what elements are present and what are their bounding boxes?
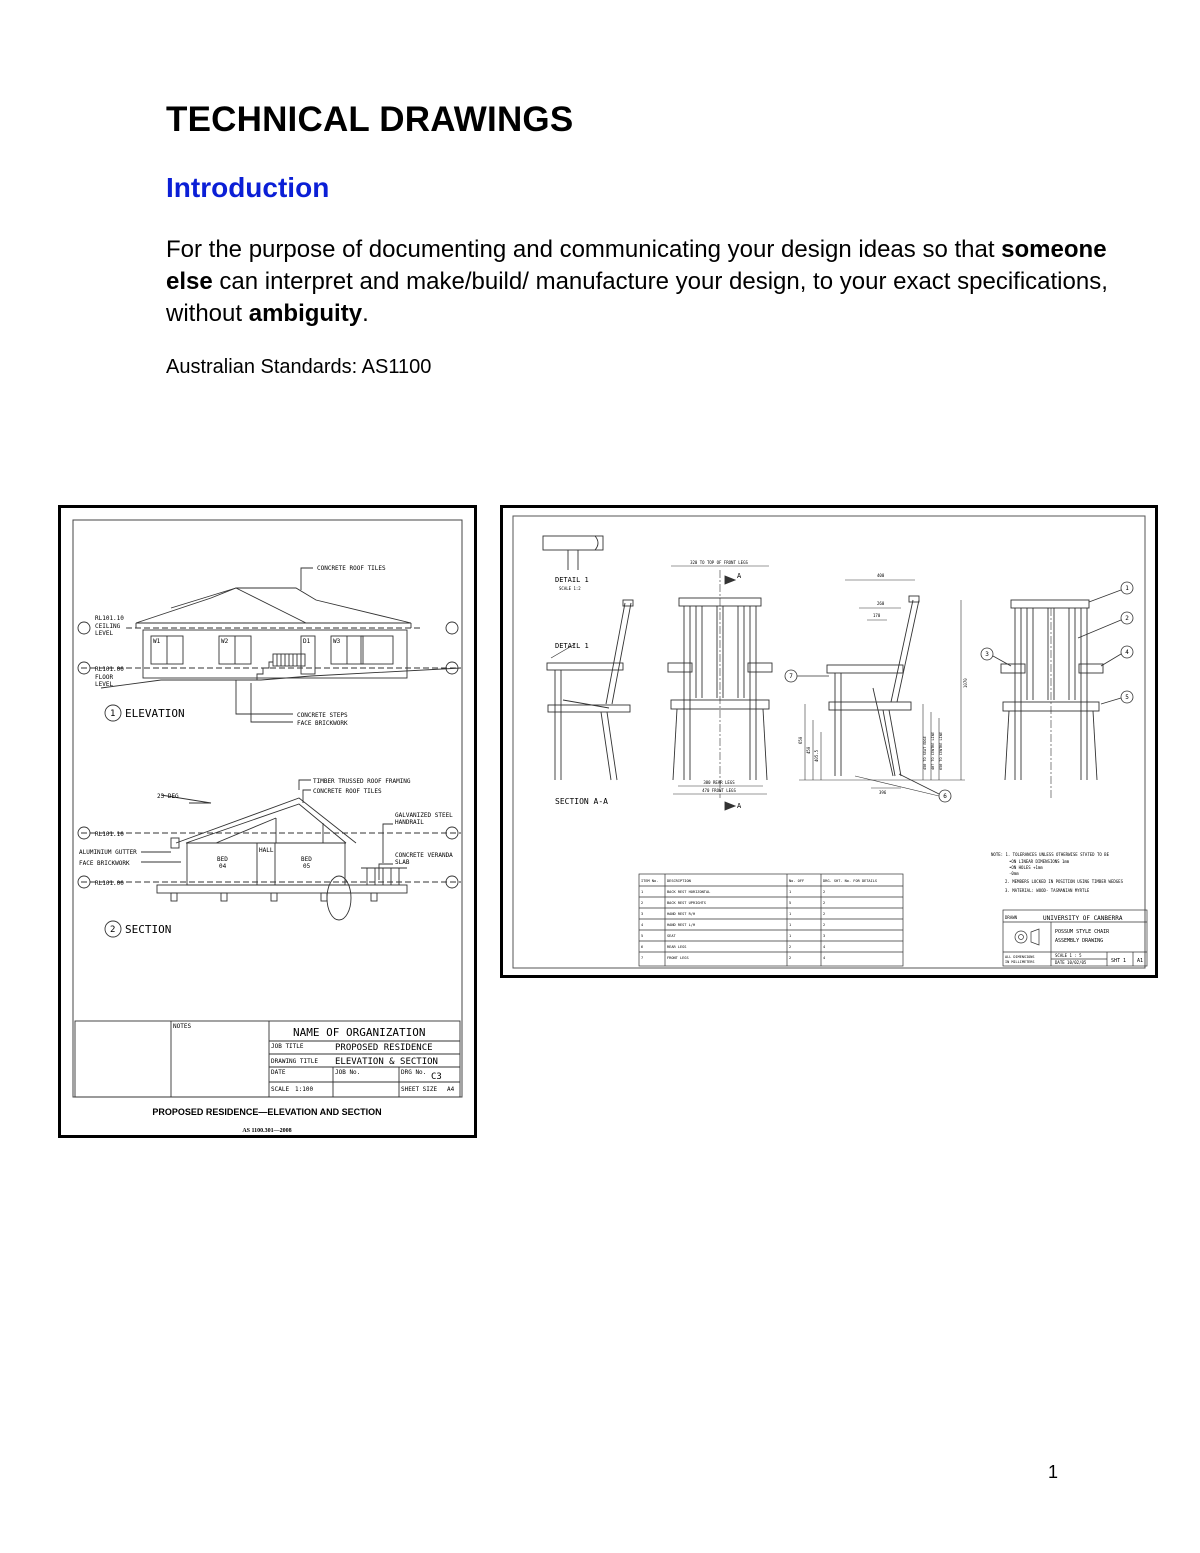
dim-front-legs: 470 FRONT LEGS xyxy=(702,788,736,793)
label-w1: W1 xyxy=(153,638,161,645)
parts-table-cell: HAND REST R/H xyxy=(667,912,696,916)
residence-drawing xyxy=(61,508,474,1135)
notes-label: NOTES xyxy=(173,1023,192,1030)
section-mark-a-bottom: A xyxy=(737,802,742,810)
balloon-3: 3 xyxy=(985,651,989,658)
label-concrete-veranda-1: CONCRETE VERANDA xyxy=(395,852,453,859)
note-3: 3. MATERIAL: WOOD- TASMANIAN MYRTLE xyxy=(1005,888,1090,893)
balloon-4: 4 xyxy=(1125,649,1129,656)
label-bed-2-no: 05 xyxy=(303,863,311,870)
label-bed-1-no: 04 xyxy=(219,863,227,870)
tb-date: DATE 10/02/05 xyxy=(1055,960,1087,965)
intro-text-1: For the purpose of documenting and communicating your design ideas so that xyxy=(166,236,1002,263)
back-view xyxy=(1001,600,1103,798)
parts-table-cell: 2 xyxy=(823,901,826,905)
label-timber-trussed: TIMBER TRUSSED ROOF FRAMING xyxy=(313,778,411,785)
job-no-label: JOB No. xyxy=(335,1069,361,1076)
dim-right-3: 650 TO CENTRE LINE xyxy=(939,732,943,770)
label-hall: HALL xyxy=(259,847,274,854)
parts-table-cell: 1 xyxy=(641,890,644,894)
section-heading: Introduction xyxy=(166,172,330,203)
parts-table-cell: SEAT xyxy=(667,934,676,938)
chair-drawing xyxy=(503,508,1155,975)
section-mark-a-top: A xyxy=(737,572,742,580)
date-label: DATE xyxy=(271,1069,286,1076)
label-rl-section-top: RL101.10 xyxy=(95,831,124,838)
dim-1070: 1070 xyxy=(963,678,968,688)
parts-table-cell: REAR LEGS xyxy=(667,945,687,949)
dim-left-1: 650 xyxy=(798,736,803,744)
job-title-label: JOB TITLE xyxy=(271,1043,304,1050)
section-aa-label: SECTION A-A xyxy=(555,797,608,806)
chair-drawing-figure xyxy=(500,505,1158,978)
parts-table-cell: BACK REST UPRIGHTS xyxy=(667,901,706,905)
parts-table-header: No. OFF xyxy=(789,879,805,883)
sheet-size-value: A4 xyxy=(447,1086,455,1093)
section-number: 2 xyxy=(110,925,116,935)
parts-table-cell: 2 xyxy=(823,923,826,927)
balloon-2: 2 xyxy=(1125,615,1129,622)
front-view xyxy=(668,566,772,810)
job-title-value: PROPOSED RESIDENCE xyxy=(335,1043,433,1053)
parts-list-table xyxy=(639,874,903,966)
label-ceiling-2: LEVEL xyxy=(95,630,114,637)
parts-table-cell: 1 xyxy=(789,923,792,927)
section-aa-view xyxy=(547,600,633,780)
parts-table-cell: 1 xyxy=(789,890,792,894)
balloon-6: 6 xyxy=(943,793,947,800)
residence-standard-ref: AS 1100.301—2008 xyxy=(242,1128,292,1134)
drg-no-value: C3 xyxy=(431,1072,442,1082)
dim-top-of-front-legs: 320 TO TOP OF FRONT LEGS xyxy=(690,560,748,565)
scale-value: 1:100 xyxy=(295,1086,314,1093)
parts-table-cell: 2 xyxy=(823,890,826,894)
parts-table-cell: 4 xyxy=(823,956,826,960)
label-d1: D1 xyxy=(303,638,311,645)
tb-title-2: ASSEMBLY DRAWING xyxy=(1055,938,1104,944)
note-1b: •ON LINEAR DIMENSIONS 1mm xyxy=(1009,859,1070,864)
parts-table-cell: 2 xyxy=(789,945,792,949)
label-face-brickwork-2: FACE BRICKWORK xyxy=(79,860,130,867)
tb-sheet: SHT 1 xyxy=(1111,958,1127,964)
parts-table-cell: 1 xyxy=(789,912,792,916)
parts-table-cell: 1 xyxy=(789,934,792,938)
label-bed-2: BED xyxy=(301,856,312,863)
parts-table-header: DRG. SHT. No. FOR DETAILS xyxy=(823,879,878,883)
dim-396: 396 xyxy=(879,790,887,795)
parts-table-cell: FRONT LEGS xyxy=(667,956,689,960)
label-w2: W2 xyxy=(221,638,229,645)
parts-table-cell: 4 xyxy=(823,945,826,949)
parts-table-cell: 5 xyxy=(641,934,644,938)
parts-table-header: DESCRIPTION xyxy=(667,879,691,883)
tb-dims-2: IN MILLIMETERS xyxy=(1005,960,1035,964)
label-aluminium-gutter: ALUMINIUM GUTTER xyxy=(79,849,137,856)
label-concrete-roof-tiles-2: CONCRETE ROOF TILES xyxy=(313,788,382,795)
dim-400: 400 xyxy=(877,573,885,578)
label-floor-1: FLOOR xyxy=(95,674,114,681)
label-rl-section-bottom: RL101.00 xyxy=(95,880,124,887)
residence-caption: PROPOSED RESIDENCE—ELEVATION AND SECTION xyxy=(152,1107,382,1117)
detail-1-view xyxy=(543,536,603,570)
dim-rear-legs: 380 REAR LEGS xyxy=(703,780,735,785)
detail-1-callout: DETAIL 1 xyxy=(555,642,589,650)
tb-scale: SCALE 1 : 5 xyxy=(1055,953,1082,958)
balloon-1: 1 xyxy=(1125,585,1129,592)
label-galvanized-1: GALVANIZED STEEL xyxy=(395,812,453,819)
organization-name: NAME OF ORGANIZATION xyxy=(293,1026,426,1039)
intro-paragraph xyxy=(166,234,1126,330)
tb-university: UNIVERSITY OF CANBERRA xyxy=(1043,915,1123,922)
page-title: TECHNICAL DRAWINGS xyxy=(166,100,574,139)
parts-table-cell: 2 xyxy=(789,956,792,960)
parts-table-cell: 5 xyxy=(789,901,792,905)
page-number: 1 xyxy=(1048,1462,1059,1482)
intro-bold-1: someone else xyxy=(166,236,1107,295)
label-face-brickwork: FACE BRICKWORK xyxy=(297,720,348,727)
label-bed-1: BED xyxy=(217,856,228,863)
residence-drawing-figure xyxy=(58,505,477,1138)
note-1d: -0mm xyxy=(1009,871,1019,876)
elevation-view xyxy=(78,568,461,722)
drawing-title-label: DRAWING TITLE xyxy=(271,1058,318,1065)
parts-table-cell: BACK REST HORIZONTAL xyxy=(667,890,711,894)
tb-title-1: POSSUM STYLE CHAIR xyxy=(1055,929,1110,935)
parts-table-cell: 4 xyxy=(641,923,644,927)
sheet-size-label: SHEET SIZE xyxy=(401,1086,438,1093)
balloon-5: 5 xyxy=(1125,694,1129,701)
parts-table-cell: HAND REST L/H xyxy=(667,923,696,927)
label-roof-pitch: 23 DEG xyxy=(157,793,179,800)
drg-no-label: DRG No. xyxy=(401,1069,427,1076)
dim-left-3: 405.5 xyxy=(814,749,819,762)
parts-table-cell: 7 xyxy=(641,956,644,960)
label-rl-ceiling: RL101.10 xyxy=(95,615,124,622)
standards-reference: Australian Standards: AS1100 xyxy=(166,356,432,378)
label-floor-2: LEVEL xyxy=(95,681,114,688)
elevation-number: 1 xyxy=(110,709,116,719)
balloon-7: 7 xyxy=(789,673,793,680)
elevation-title: ELEVATION xyxy=(125,707,185,720)
note-2: 2. MEMBERS LOCKED IN POSITION USING TIMBER WEDGES xyxy=(1005,879,1124,884)
dim-left-2: 450 xyxy=(806,746,811,754)
intro-bold-2: ambiguity xyxy=(248,300,363,327)
parts-table-cell: 2 xyxy=(641,901,644,905)
tb-drawn: DRAWN xyxy=(1005,915,1018,920)
dim-170: 170 xyxy=(873,613,881,618)
parts-table-cell: 3 xyxy=(823,934,826,938)
note-1c: •ON HOLES +1mm xyxy=(1009,865,1043,870)
parts-table-header: ITEM No. xyxy=(641,879,659,883)
parts-table-cell: 2 xyxy=(823,912,826,916)
dim-right-1: 450 TO SEAT EDGE xyxy=(923,736,927,770)
label-ceiling-1: CEILING xyxy=(95,623,121,630)
intro-text-2: can interpret and make/build/ manufacture your design, to your exact specifications, without xyxy=(166,268,1108,327)
section-title: SECTION xyxy=(125,923,172,936)
note-1: NOTE: 1. TOLERANCES UNLESS OTHERWISE STATED TO BE xyxy=(991,852,1110,857)
label-concrete-veranda-2: SLAB xyxy=(395,859,410,866)
label-rl-floor: RL101.00 xyxy=(95,666,124,673)
label-galvanized-2: HANDRAIL xyxy=(395,819,424,826)
detail-scale-label: SCALE 1:2 xyxy=(559,586,581,591)
tb-dims-1: ALL DIMENSIONS xyxy=(1005,955,1035,959)
label-concrete-roof-tiles: CONCRETE ROOF TILES xyxy=(317,565,386,572)
intro-text-3: . xyxy=(362,300,369,327)
dim-260: 260 xyxy=(877,601,885,606)
label-concrete-steps: CONCRETE STEPS xyxy=(297,712,348,719)
scale-label: SCALE xyxy=(271,1086,290,1093)
tb-size: A1 xyxy=(1137,958,1144,964)
parts-list-text xyxy=(641,879,877,960)
dim-right-2: 407 TO CENTRE LINE xyxy=(931,732,935,770)
parts-table-cell: 3 xyxy=(641,912,644,916)
drawing-title-value: ELEVATION & SECTION xyxy=(335,1057,438,1067)
label-w3: W3 xyxy=(333,638,341,645)
parts-table-cell: 6 xyxy=(641,945,644,949)
detail-1-label: DETAIL 1 xyxy=(555,576,589,584)
